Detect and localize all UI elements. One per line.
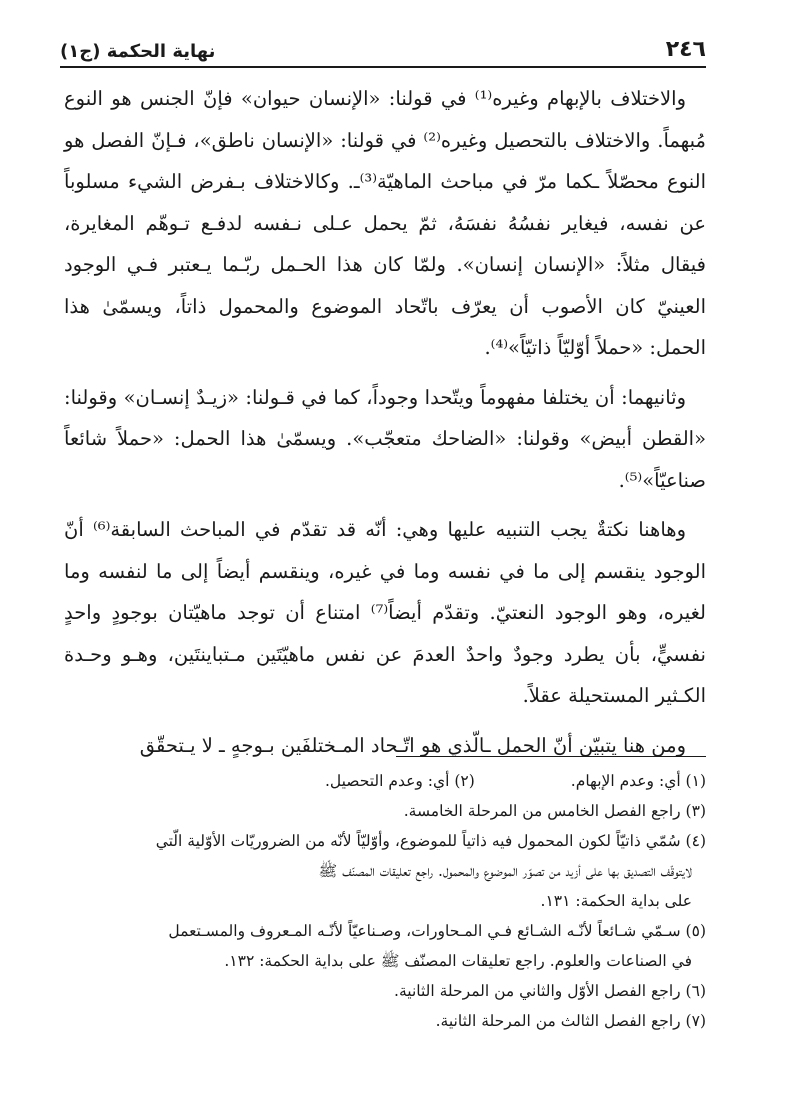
footnote-pair [64, 766, 706, 796]
footnote-4-continuation: لايتوقّف التصديق بها على أزيد من تصوّر الموضوع والمحمول. راجع تعليقات المصنّف ﷺ [318, 862, 692, 880]
footnote-separator [396, 756, 706, 757]
paragraph: والاختلاف بالإبهام وغيره⁽¹⁾ في قولنا: «الإنسان حيوان» فإنّ الجنس هو النوع مُبهماً. والاختلاف بالتحصيل وغيره⁽²⁾ في قولنا: «الإنسان ناطق»، فـإنّ الفصل هو النوع محصّلاً ـكما مرّ في مباحث الماهيّة⁽³⁾ـ. وكالاختلاف بـفرض الشيء مسلوباً عن نفسه، فيغاير نفسُهُ نفسَهُ، ثمّ يحمل عـلى نـفسه لدفـع تـوهّم المغايرة، فيقال مثلاً: «الإنسان إنسان». ولمّا كان هذا الحـمل ربّـما يـعتبر فـي الوجود العينيّ كان الأصوب أن يعرّف باتّحاد الموضوع والمحمول ذاتاً، ويسمّىٰ هذا الحمل: «حملاً أوّليّاً ذاتيّاً»⁽⁴⁾. [64, 87, 706, 359]
footnote-6: (٦) راجع الفصل الأوّل والثاني من المرحلة الثانية. [394, 982, 706, 1000]
paragraph: ومن هنا يتبيّن أنّ الحمل ـالّذي هو اتّـحاد المـختلفَين بـوجهٍ ـ لا يـتحقّق [139, 733, 686, 757]
page-header [60, 28, 706, 68]
page-number: ٢٤٦ [665, 37, 706, 62]
paragraph: وهاهنا نكتةٌ يجب التنبيه عليها وهي: أنّه قد تقدّم في المباحث السابقة⁽⁶⁾ أنّ الوجود ينقسم إلى ما في نفسه وما في غيره، وينقسم أيضاً إلى ما لنفسه وما لغيره، وهو الوجود النعتيّ. وتقدّم أيضاً⁽⁷⁾ امتناع أن توجد ماهيّتان بوجودٍ واحدٍ نفسيٍّ، بأن يطرد وجودٌ واحدٌ العدمَ عن نفس ماهيّتَين مـتباينتَين، وهـو وحـدة الكـثير المستحيلة عقلاً. [64, 518, 706, 707]
footnote-7: (٧) راجع الفصل الثالث من المرحلة الثانية. [435, 1012, 706, 1030]
main-text [64, 78, 706, 757]
running-title: نهاية الحكمة (ج١) [60, 41, 216, 62]
footnote-5-continuation: في الصناعات والعلوم. راجع تعليقات المصنّف ﷺ على بداية الحكمة: ١٣٢. [224, 952, 692, 970]
footnotes [64, 766, 706, 1036]
footnote-2: (٢) أي: وعدم التحصيل. [324, 772, 475, 790]
footnote-1: (١) أي: وعدم الإبهام. [570, 772, 706, 790]
footnote-3: (٣) راجع الفصل الخامس من المرحلة الخامسة. [403, 802, 706, 820]
footnote-5: (٥) سـمّي شـائعاً لأنّـه الشـائع فـي المـحاورات، وصـناعيّاً لأنّـه المـعروف والمسـتعمل [168, 922, 706, 940]
footnote-4-continuation: على بداية الحكمة: ١٣١. [540, 892, 692, 910]
paragraph: وثانيهما: أن يختلفا مفهوماً ويتّحدا وجوداً، كما في قـولنا: «زيـدٌ إنسـان» وقولنا: «القطن أبيض» وقولنا: «الضاحك متعجّب». ويسمّىٰ هذا الحمل: «حملاً شائعاً صناعيّاً»⁽⁵⁾. [64, 385, 706, 492]
footnote-4: (٤) سُمّي ذاتيّاً لكون المحمول فيه ذاتياً للموضوع، وأوّليّاً لأنّه من الضروريّات الأوّلية الّتي [155, 832, 706, 850]
